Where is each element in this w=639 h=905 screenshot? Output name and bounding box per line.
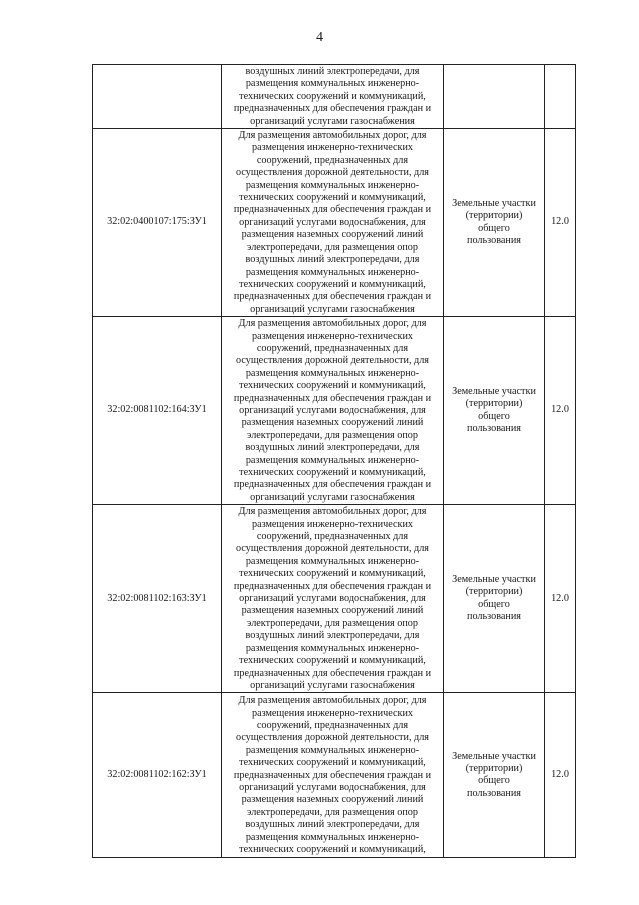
permitted-use-line: предназначенных для обеспечения граждан и bbox=[233, 103, 432, 115]
permitted-use-line: предназначенных для обеспечения граждан и bbox=[233, 392, 432, 404]
permitted-use-cell bbox=[222, 65, 444, 129]
table-row bbox=[93, 693, 576, 858]
cadastral-number-cell: 32:02:0081102:164:ЗУ1 bbox=[93, 317, 222, 505]
cadastral-number-cell: 32:02:0081102:163:ЗУ1 bbox=[93, 505, 222, 693]
land-category-line: общего bbox=[478, 222, 510, 234]
page-number: 4 bbox=[316, 30, 323, 45]
permitted-use-line: предназначенных для обеспечения граждан и bbox=[233, 291, 432, 303]
land-category-cell bbox=[444, 505, 545, 693]
land-category-line: пользования bbox=[467, 787, 521, 799]
permitted-use-line: электропередачи, для размещения опор bbox=[247, 241, 418, 253]
permitted-use-line: предназначенных для обеспечения граждан и bbox=[233, 667, 432, 679]
permitted-use-line: размещения инженерно-технических bbox=[251, 142, 414, 154]
permitted-use-line: технических сооружений и коммуникаций, bbox=[239, 192, 426, 204]
permitted-use-line: сооружений, предназначенных для bbox=[256, 719, 409, 731]
permitted-use-line: организаций услугами водоснабжения, для bbox=[239, 404, 426, 416]
permitted-use-line: организаций услугами водоснабжения, для bbox=[239, 782, 426, 794]
permitted-use-line: осуществления дорожной деятельности, для bbox=[235, 167, 429, 179]
permitted-use-line: сооружений, предназначенных для bbox=[256, 154, 409, 166]
land-category-line: пользования bbox=[467, 234, 521, 246]
permitted-use-line: размещения наземных сооружений линий bbox=[241, 605, 424, 617]
table-row bbox=[93, 317, 576, 505]
area-cell: 12.0 bbox=[545, 129, 576, 317]
area-cell: 12.0 bbox=[545, 693, 576, 858]
permitted-use-line: технических сооружений и коммуникаций, bbox=[239, 278, 426, 290]
permitted-use-cell bbox=[222, 505, 444, 693]
land-category-line: Земельные участки bbox=[452, 573, 536, 585]
permitted-use-line: размещения коммунальных инженерно- bbox=[245, 454, 420, 466]
permitted-use-line: электропередачи, для размещения опор bbox=[247, 617, 418, 629]
permitted-use-line: воздушных линий электропередачи, для bbox=[245, 66, 420, 77]
land-category-line: пользования bbox=[467, 423, 521, 435]
permitted-use-line: Для размещения автомобильных дорог, для bbox=[238, 506, 427, 518]
permitted-use-line: размещения коммунальных инженерно- bbox=[245, 367, 420, 379]
land-category-line: Земельные участки bbox=[452, 197, 536, 209]
permitted-use-line: предназначенных для обеспечения граждан и bbox=[233, 580, 432, 592]
permitted-use-line: Для размещения автомобильных дорог, для bbox=[238, 695, 427, 707]
permitted-use-cell bbox=[222, 129, 444, 317]
permitted-use-line: предназначенных для обеспечения граждан и bbox=[233, 204, 432, 216]
land-category-line: пользования bbox=[467, 611, 521, 623]
permitted-use-cell bbox=[222, 693, 444, 858]
land-category-line: Земельные участки bbox=[452, 750, 536, 762]
cadastral-number-cell: 32:02:0400107:175:ЗУ1 bbox=[93, 129, 222, 317]
land-category-line: (территории) bbox=[465, 210, 523, 222]
permitted-use-line: воздушных линий электропередачи, для bbox=[245, 254, 420, 266]
permitted-use-line: размещения инженерно-технических bbox=[251, 518, 414, 530]
land-category-line: общего bbox=[478, 775, 510, 787]
permitted-use-line: технических сооружений и коммуникаций, bbox=[239, 568, 426, 580]
table-row bbox=[93, 129, 576, 317]
table-row bbox=[93, 505, 576, 693]
permitted-use-line: технических сооружений и коммуникаций, bbox=[239, 380, 426, 392]
permitted-use-line: размещения наземных сооружений линий bbox=[241, 229, 424, 241]
area-cell: 12.0 bbox=[545, 505, 576, 693]
land-category-line: (территории) bbox=[465, 762, 523, 774]
permitted-use-line: организаций услугами водоснабжения, для bbox=[239, 216, 426, 228]
land-category-line: общего bbox=[478, 598, 510, 610]
permitted-use-line: размещения коммунальных инженерно- bbox=[245, 266, 420, 278]
permitted-use-line: размещения инженерно-технических bbox=[251, 330, 414, 342]
permitted-use-line: Для размещения автомобильных дорог, для bbox=[238, 318, 427, 330]
area-cell bbox=[545, 65, 576, 129]
permitted-use-line: размещения коммунальных инженерно- bbox=[245, 642, 420, 654]
permitted-use-line: сооружений, предназначенных для bbox=[256, 342, 409, 354]
permitted-use-line: технических сооружений и коммуникаций, bbox=[239, 757, 426, 769]
permitted-use-line: Для размещения автомобильных дорог, для bbox=[238, 130, 427, 142]
permitted-use-line: осуществления дорожной деятельности, для bbox=[235, 732, 429, 744]
permitted-use-line: воздушных линий электропередачи, для bbox=[245, 442, 420, 454]
permitted-use-line: размещения коммунальных инженерно- bbox=[245, 179, 420, 191]
permitted-use-line: осуществления дорожной деятельности, для bbox=[235, 355, 429, 367]
land-category-line: общего bbox=[478, 410, 510, 422]
permitted-use-line: размещения наземных сооружений линий bbox=[241, 794, 424, 806]
permitted-use-line: размещения коммунальных инженерно- bbox=[245, 555, 420, 567]
permitted-use-line: осуществления дорожной деятельности, для bbox=[235, 543, 429, 555]
permitted-use-line: предназначенных для обеспечения граждан и bbox=[233, 769, 432, 781]
land-category-line: Земельные участки bbox=[452, 385, 536, 397]
permitted-use-line: воздушных линий электропередачи, для bbox=[245, 630, 420, 642]
permitted-use-line: организаций услугами водоснабжения, для bbox=[239, 593, 426, 605]
table-row bbox=[93, 65, 576, 129]
permitted-use-line: технических сооружений и коммуникаций, bbox=[239, 90, 426, 102]
permitted-use-cell bbox=[222, 317, 444, 505]
permitted-use-line: размещения коммунальных инженерно- bbox=[245, 831, 420, 843]
permitted-use-line: технических сооружений и коммуникаций, bbox=[239, 655, 426, 667]
area-cell: 12.0 bbox=[545, 317, 576, 505]
cadastral-number-cell: 32:02:0081102:162:ЗУ1 bbox=[93, 693, 222, 858]
permitted-use-line: организаций услугами газоснабжения bbox=[250, 491, 415, 503]
land-category-cell bbox=[444, 129, 545, 317]
permitted-use-line: технических сооружений и коммуникаций, bbox=[239, 844, 426, 856]
table-body bbox=[93, 65, 576, 858]
land-category-cell bbox=[444, 65, 545, 129]
permitted-use-line: организаций услугами газоснабжения bbox=[250, 115, 415, 127]
permitted-use-line: размещения инженерно-технических bbox=[251, 707, 414, 719]
permitted-use-line: воздушных линий электропередачи, для bbox=[245, 819, 420, 831]
land-plots-table bbox=[92, 64, 576, 858]
land-category-cell bbox=[444, 693, 545, 858]
permitted-use-line: размещения коммунальных инженерно- bbox=[245, 78, 420, 90]
land-category-cell bbox=[444, 317, 545, 505]
permitted-use-line: сооружений, предназначенных для bbox=[256, 531, 409, 543]
cadastral-number-cell bbox=[93, 65, 222, 129]
permitted-use-line: электропередачи, для размещения опор bbox=[247, 429, 418, 441]
permitted-use-line: организаций услугами газоснабжения bbox=[250, 679, 415, 691]
permitted-use-line: размещения коммунальных инженерно- bbox=[245, 744, 420, 756]
permitted-use-line: технических сооружений и коммуникаций, bbox=[239, 467, 426, 478]
land-category-line: (территории) bbox=[465, 398, 523, 410]
land-category-line: (территории) bbox=[465, 586, 523, 598]
permitted-use-line: организаций услугами газоснабжения bbox=[250, 303, 415, 315]
permitted-use-line: предназначенных для обеспечения граждан и bbox=[233, 479, 432, 491]
permitted-use-line: электропередачи, для размещения опор bbox=[247, 806, 418, 818]
permitted-use-line: размещения наземных сооружений линий bbox=[241, 417, 424, 429]
